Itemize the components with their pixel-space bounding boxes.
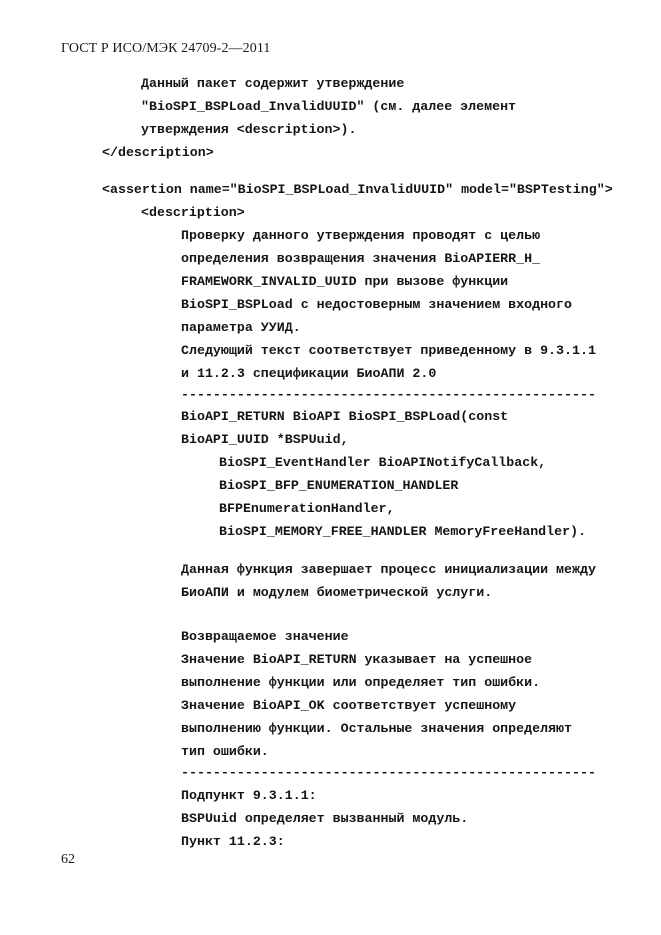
- code-line: БиоАПИ и модулем биометрической услуги.: [181, 585, 493, 600]
- code-line: Данная функция завершает процесс инициализации между: [181, 562, 596, 577]
- page-number: 62: [61, 852, 75, 867]
- code-line: определения возвращения значения BioAPIERR_H_: [181, 251, 541, 266]
- document-header-title: ГОСТ Р ИСО/МЭК 24709-2—2011: [61, 41, 271, 56]
- code-line: Проверку данного утверждения проводят с целью: [181, 228, 541, 243]
- code-line: FRAMEWORK_INVALID_UUID при вызове функции: [181, 274, 509, 289]
- code-line: выполнение функции или определяет тип ошибки.: [181, 675, 541, 690]
- code-line-assertion-open: <assertion name="BioSPI_BSPLoad_InvalidUUID" model="BSPTesting">: [102, 182, 613, 197]
- code-line: "BioSPI_BSPLoad_InvalidUUID" (см. далее элемент: [141, 99, 517, 114]
- code-line-return-heading: Возвращаемое значение: [181, 629, 349, 644]
- code-line: выполнению функции. Остальные значения определяют: [181, 721, 572, 736]
- code-line: параметра УУИД.: [181, 320, 301, 335]
- code-line: Значение BioAPI_RETURN указывает на успешное: [181, 652, 533, 667]
- code-line: Значение BioAPI_OK соответствует успешному: [181, 698, 517, 713]
- code-line: Следующий текст соответствует приведенному в 9.3.1.1: [181, 343, 596, 358]
- code-line-description-close: </description>: [102, 145, 214, 160]
- dashed-separator: ----------------------------------------------------: [181, 765, 596, 780]
- code-line: BioAPI_UUID *BSPUuid,: [181, 432, 349, 447]
- code-line-description-open: <description>: [141, 205, 245, 220]
- code-line: BFPEnumerationHandler,: [219, 501, 395, 516]
- code-line: Пункт 11.2.3:: [181, 834, 285, 849]
- code-line: Подпункт 9.3.1.1:: [181, 788, 317, 803]
- code-line: BioSPI_BFP_ENUMERATION_HANDLER: [219, 478, 459, 493]
- code-line: утверждения <description>).: [141, 122, 357, 137]
- dashed-separator: ----------------------------------------------------: [181, 387, 596, 402]
- code-line: BioAPI_RETURN BioAPI BioSPI_BSPLoad(const: [181, 409, 509, 424]
- code-line: BioSPI_MEMORY_FREE_HANDLER MemoryFreeHandler).: [219, 524, 587, 539]
- code-line: BioSPI_BSPLoad с недостоверным значением входного: [181, 297, 572, 312]
- code-line: тип ошибки.: [181, 744, 269, 759]
- code-line: BSPUuid определяет вызванный модуль.: [181, 811, 469, 826]
- code-line: Данный пакет содержит утверждение: [141, 76, 405, 91]
- code-line: и 11.2.3 спецификации БиоАПИ 2.0: [181, 366, 437, 381]
- code-line: BioSPI_EventHandler BioAPINotifyCallback,: [219, 455, 547, 470]
